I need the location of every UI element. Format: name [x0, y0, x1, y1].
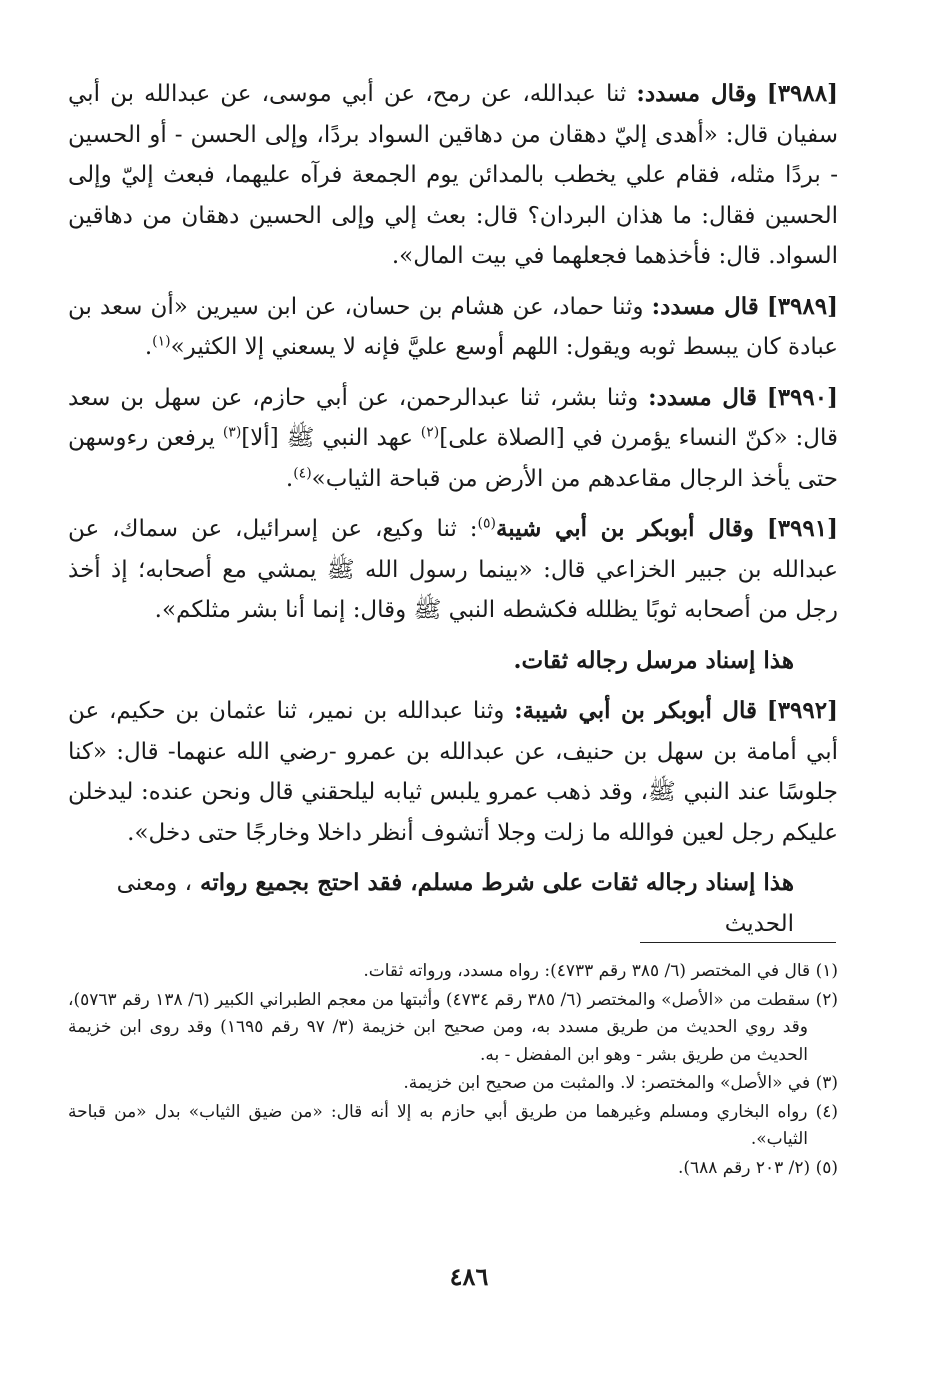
narrator-lead: قال مسدد: [648, 383, 757, 411]
footnote-ref: (٥) [477, 515, 496, 532]
hadith-text: وثنا بشر، ثنا عبدالرحمن، عن أبي حازم، عن سهل بن سعد قال: «كنّ النساء يؤمرن في [الصلاة على] [68, 384, 838, 451]
narrator-lead: قال مسدد: [651, 292, 759, 320]
footnote-ref: (١) [152, 333, 171, 350]
hadith-text: : ثنا وكيع، عن إسرائيل، عن سماك، عن عبدالله بن جبير الخزاعي قال: «بينما رسول الله ﷺ يمشي مع أصحابه؛ إذ أخذ رجل من أصحابه ثوبًا يظلله فكشطه النبي ﷺ وقال: إنما أنا بشر مثلكم». [68, 516, 838, 623]
main-text [68, 74, 838, 954]
footnote-4: (٤) رواه البخاري ومسلم وغيرهما من طريق أبي حازم به إلا أنه قال: «من ضيق الثياب» بدل «من قباحة الثياب». [68, 1101, 838, 1149]
verdict-text: هذا إسناد رجاله ثقات على شرط مسلم، فقد احتج بجميع رواته [200, 869, 794, 896]
footnote-1: (١) قال في المختصر (٦/ ٣٨٥ رقم ٤٧٣٣): رواه مسدد، ورواته ثقات. [363, 961, 838, 981]
hadith-number: [٣٩٩٠] [766, 383, 838, 411]
hadith-3992 [68, 691, 838, 853]
footnote-ref: (٣) [222, 424, 242, 441]
page-number: ٤٨٦ [449, 1262, 489, 1291]
footnote-separator [640, 942, 836, 943]
hadith-3990 [68, 378, 838, 500]
hadith-text: يرفعن رءوسهن حتى يأخذ الرجال مقاعدهم من الأرض من قباحة الثياب» [68, 425, 838, 492]
hadith-3991 [68, 509, 838, 631]
footnote-ref: (٢) [420, 424, 440, 441]
narrator-lead: قال أبوبكر بن أبي شيبة: [514, 697, 758, 724]
punctuation: . [144, 334, 153, 360]
hadith-3989 [68, 287, 838, 368]
isnad-verdict: هذا إسناد مرسل رجاله ثقات. [513, 646, 794, 674]
isnad-verdict [68, 863, 838, 944]
punctuation: . [285, 465, 294, 492]
hadith-number: [٣٩٩١] [766, 515, 839, 542]
hadith-text: وثنا عبدالله بن نمير، ثنا عثمان بن حكيم، عن أبي أمامة بن سهل بن حنيف، عن عبدالله بن عمرو -رضي الله عنهما- قال: «كنا جلوسًا عند النبي ﷺ، وقد ذهب عمرو يلبس ثيابه ليلحقني قال ونحن عنده: ليدخلن عليكم رجل لعين فوالله ما زلت وجلا أتشوف أنظر داخلا وخارجًا حتى دخل». [68, 698, 838, 846]
hadith-text: وثنا حماد، عن هشام بن حسان، عن ابن سيرين «أن سعد بن عبادة كان يبسط ثوبه ويقول: اللهم أوسع عليَّ فإنه لا يسعني إلا الكثير» [68, 293, 838, 360]
hadith-text: عهد النبي ﷺ [ألا] [241, 425, 421, 451]
hadith-number: [٣٩٨٩] [766, 292, 839, 320]
hadith-number: [٣٩٩٢] [766, 697, 838, 724]
hadith-3988 [68, 74, 838, 277]
footnote-2: (٢) سقطت من «الأصل» والمختصر (٦/ ٣٨٥ رقم ٤٧٣٤) وأثبتها من معجم الطبراني الكبير (٦/ ١٣٨ رقم ٥٧٦٣)، وقد روي الحديث من طريق مسدد به، ومن صحيح ابن خزيمة (٣/ ٩٧ رقم ١٦٩٥) وقد روى ابن خزيمة الحديث من طريق بشر - وهو ابن المفضل - به. [68, 989, 838, 1065]
footnotes [68, 958, 838, 1183]
footnote-ref: (٤) [293, 464, 312, 481]
hadith-number: [٣٩٨٨] [766, 80, 838, 107]
verdict-continuation: ، ومعنى الحديث [116, 870, 794, 937]
narrator-lead: وقال مسدد: [636, 80, 757, 107]
footnote-5: (٥) (٢/ ٢٠٣ رقم ٦٨٨). [677, 1157, 838, 1178]
hadith-text: ثنا عبدالله، عن رمح، عن أبي موسى، عن عبدالله بن أبي سفيان قال: «أهدى إليّ دهقان من دهاقين السواد بردًا، وإلى الحسن - أو الحسين - بردًا مثله، فقام علي يخطب بالمدائن يوم الجمعة فرآه عليهما، فبعث إليّ وإلى الحسين فقال: ما هذان البردان؟ قال: بعث إلي وإلى الحسين دهقان من دهاقين السواد. قال: فأخذهما فجعلهما في بيت المال». [68, 81, 838, 269]
narrator-lead: وقال أبوبكر بن أبي شيبة [495, 515, 754, 542]
footnote-3: (٣) في «الأصل» والمختصر: لا. والمثبت من صحيح ابن خزيمة. [403, 1073, 838, 1093]
